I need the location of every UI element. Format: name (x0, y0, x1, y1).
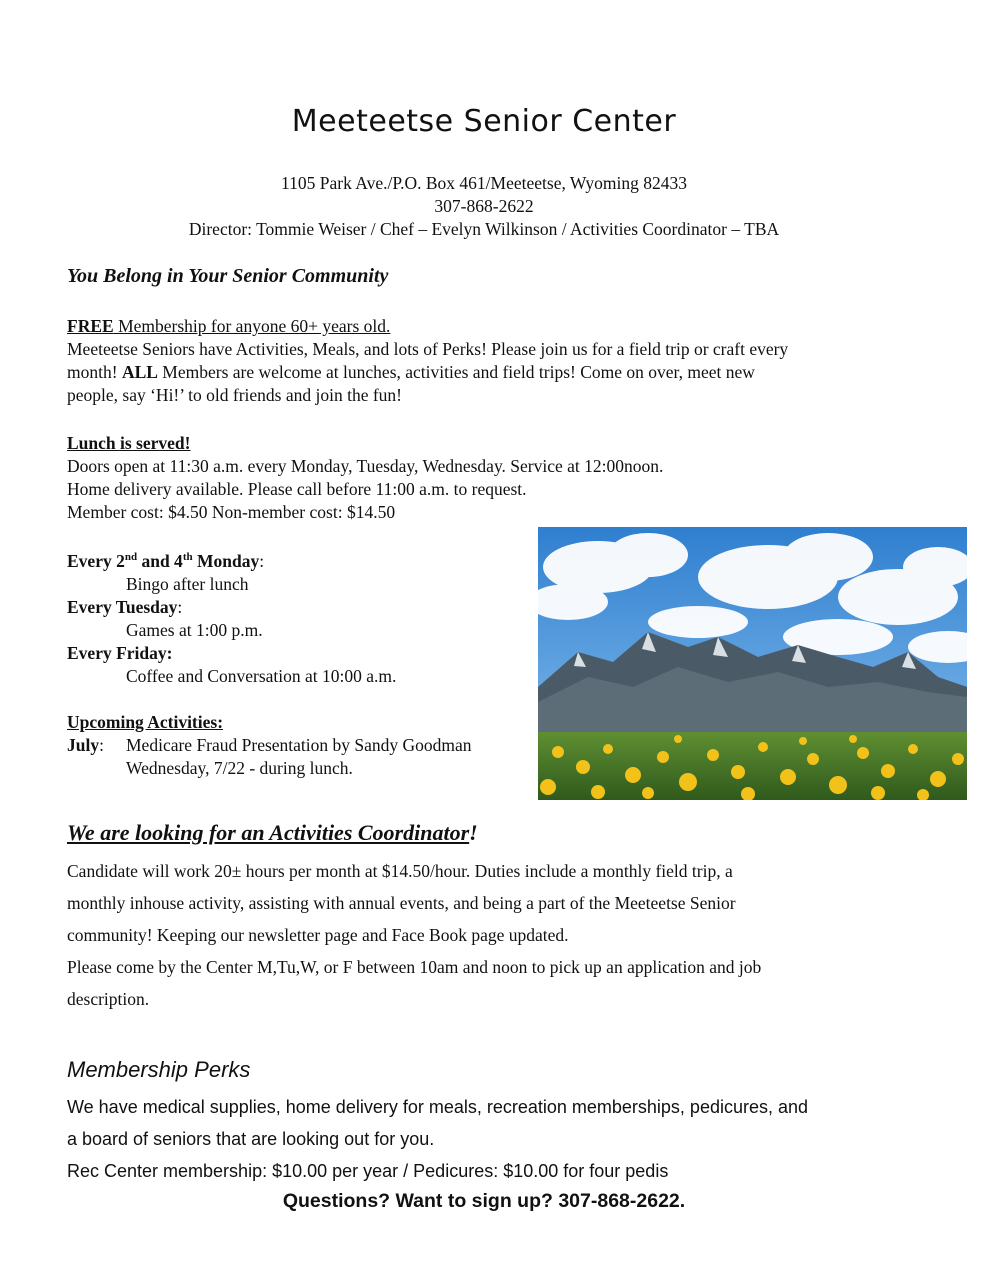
job-heading (67, 820, 478, 846)
tuesday-colon: : (177, 596, 183, 617)
lunch-line-1: Doors open at 11:30 a.m. every Monday, Tuesday, Wednesday. Service at 12:00noon. (67, 456, 664, 476)
mountain-meadow-photo (538, 527, 967, 800)
belong-line-2 (67, 361, 947, 384)
monday-sup-2: th (182, 551, 193, 563)
tuesday-label: Every Tuesday (67, 596, 178, 617)
tuesday-heading (67, 596, 527, 619)
schedule-section (67, 546, 527, 688)
free-word: FREE (67, 316, 114, 336)
job-line-4: Please come by the Center M,Tu,W, or F between 10am and noon to pick up an application and job (67, 957, 762, 977)
upcoming-month: July (67, 735, 100, 755)
perks-section (67, 1091, 957, 1187)
upcoming-month-colon: : (99, 735, 104, 755)
monday-heading (67, 546, 527, 573)
belong-section (67, 315, 947, 407)
upcoming-section (67, 711, 537, 780)
lunch-line-3: Member cost: $4.50 Non-member cost: $14.50 (67, 502, 396, 522)
belong-line-1: Meeteetse Seniors have Activities, Meals, and lots of Perks! Please join us for a field trip or craft every (67, 339, 789, 359)
free-rest: Membership for anyone 60+ years old. (113, 316, 391, 336)
perks-line-3: Rec Center membership: $10.00 per year / Pedicures: $10.00 for four pedis (67, 1161, 669, 1181)
monday-sup-1: nd (124, 551, 138, 563)
belong-line-3: people, say ‘Hi!’ to old friends and join the fun! (67, 385, 403, 405)
perks-line-2: a board of seniors that are looking out for you. (67, 1129, 435, 1149)
photo-svg (538, 527, 967, 800)
monday-colon: : (259, 550, 265, 571)
belong-line-2a: month! (67, 362, 122, 382)
monday-item: Bingo after lunch (126, 573, 249, 594)
monday-a: Every 2 (67, 550, 125, 571)
free-membership-line (67, 315, 947, 338)
upcoming-event-line (67, 734, 537, 757)
job-heading-end: ! (469, 820, 478, 845)
lunch-line-2: Home delivery available. Please call before 11:00 a.m. to request. (67, 479, 527, 499)
address-block (0, 172, 968, 241)
job-line-2: monthly inhouse activity, assisting with annual events, and being a part of the Meeteetse Senior (67, 893, 736, 913)
perks-heading: Membership Perks (67, 1057, 251, 1082)
job-line-3: community! Keeping our newsletter page and Face Book page updated. (67, 925, 569, 945)
tuesday-item: Games at 1:00 p.m. (126, 619, 263, 640)
lunch-heading: Lunch is served! (67, 433, 191, 453)
monday-b: and 4 (137, 550, 183, 571)
phone-line: 307-868-2622 (434, 196, 534, 216)
job-heading-text: We are looking for an Activities Coordinator (67, 820, 470, 845)
belong-heading: You Belong in Your Senior Community (67, 265, 389, 287)
address-line: 1105 Park Ave./P.O. Box 461/Meeteetse, Wyoming 82433 (281, 173, 687, 193)
belong-line-2-bold: ALL (121, 362, 158, 382)
upcoming-event: Medicare Fraud Presentation by Sandy Goodman (126, 735, 472, 755)
upcoming-date: Wednesday, 7/22 - during lunch. (126, 758, 353, 778)
questions-line: Questions? Want to sign up? 307-868-2622. (282, 1190, 686, 1212)
page-title: Meeteetse Senior Center (291, 104, 677, 139)
staff-line: Director: Tommie Weiser / Chef – Evelyn Wilkinson / Activities Coordinator – TBA (188, 219, 780, 239)
job-line-5: description. (67, 989, 150, 1009)
monday-c: Monday (192, 550, 260, 571)
belong-line-2b: Members are welcome at lunches, activities and field trips! Come on over, meet new (157, 362, 755, 382)
perks-line-1: We have medical supplies, home delivery for meals, recreation memberships, pedicures, and (67, 1097, 809, 1117)
friday-heading: Every Friday: (67, 642, 173, 663)
job-line-1: Candidate will work 20± hours per month at $14.50/hour. Duties include a monthly field trip, a (67, 861, 733, 881)
upcoming-heading: Upcoming Activities: (67, 712, 224, 732)
friday-item: Coffee and Conversation at 10:00 a.m. (126, 665, 397, 686)
job-section (67, 855, 957, 1015)
lunch-section (67, 432, 947, 524)
